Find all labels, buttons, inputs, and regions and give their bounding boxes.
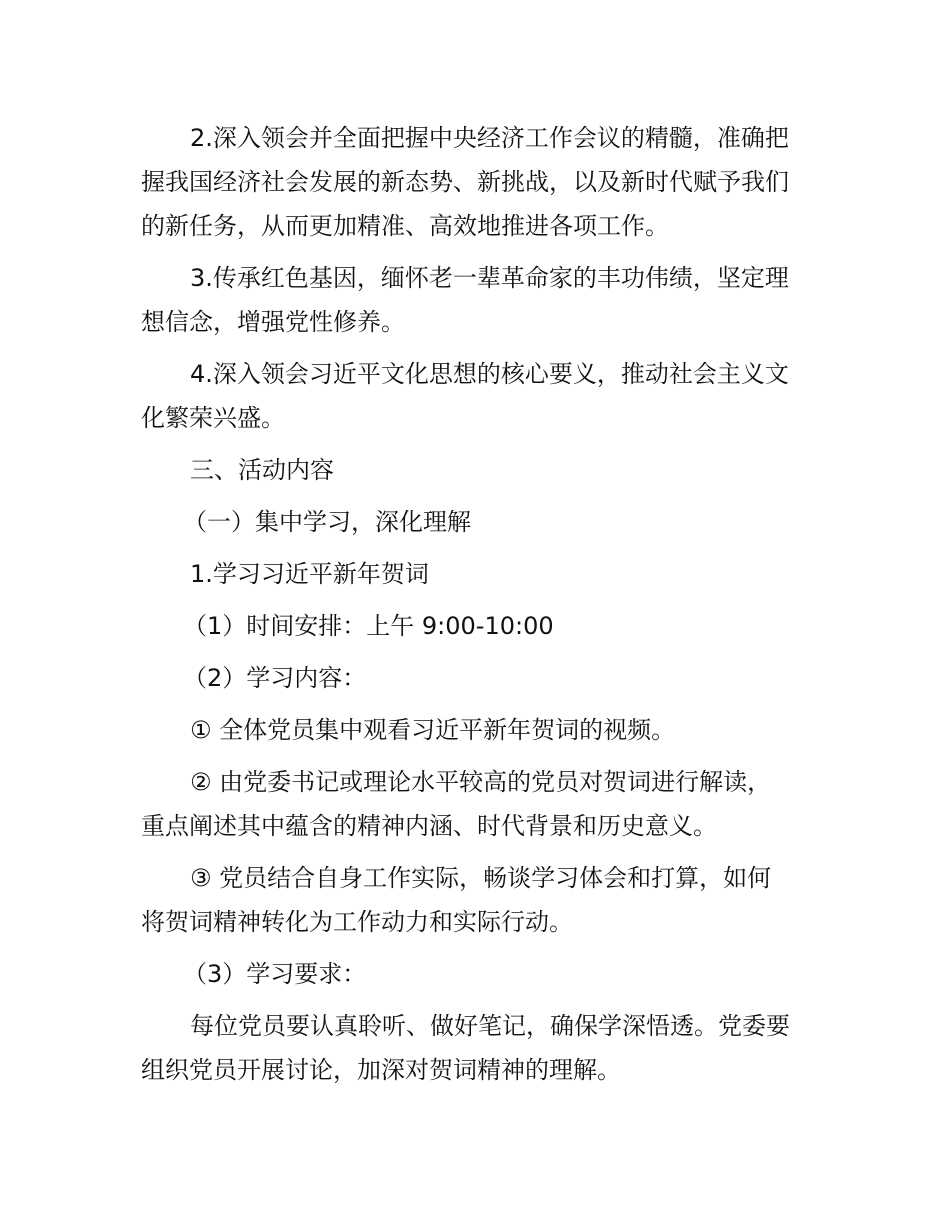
text-line: ③ 党员结合自身工作实际，畅谈学习体会和打算，如何 bbox=[190, 864, 772, 892]
content-item-1 bbox=[141, 708, 813, 752]
content-item-2 bbox=[141, 760, 813, 848]
text-line: ① 全体党员集中观看习近平新年贺词的视频。 bbox=[190, 716, 676, 744]
section-heading bbox=[141, 448, 813, 492]
text-line: 每位党员要认真聆听、做好笔记，确保学深悟透。党委要 bbox=[190, 1012, 790, 1040]
schedule-line bbox=[141, 604, 813, 648]
text-line: 的新任务，从而更加精准、高效地推进各项工作。 bbox=[141, 212, 669, 240]
text-line: 想信念，增强党性修养。 bbox=[141, 308, 405, 336]
requirements-paragraph bbox=[141, 1004, 813, 1092]
text-line: 化繁荣兴盛。 bbox=[141, 404, 285, 432]
goal-paragraph-4 bbox=[141, 352, 813, 440]
heading-text: 1.学习习近平新年贺词 bbox=[190, 560, 429, 588]
text-line: ② 由党委书记或理论水平较高的党员对贺词进行解读， bbox=[190, 768, 772, 796]
text-line: 握我国经济社会发展的新态势、新挑战，以及新时代赋予我们 bbox=[141, 168, 789, 196]
subsection-heading bbox=[141, 500, 813, 544]
text-line: 组织党员开展讨论，加深对贺词精神的理解。 bbox=[141, 1056, 621, 1084]
requirements-label bbox=[141, 952, 813, 996]
heading-text: 三、活动内容 bbox=[190, 456, 334, 484]
text-line: 2.深入领会并全面把握中央经济工作会议的精髓，准确把 bbox=[190, 124, 789, 152]
document-body bbox=[141, 116, 813, 1100]
text-line: （2）学习内容： bbox=[183, 664, 367, 692]
text-line: 4.深入领会习近平文化思想的核心要义，推动社会主义文 bbox=[190, 360, 789, 388]
text-line: 3.传承红色基因，缅怀老一辈革命家的丰功伟绩，坚定理 bbox=[190, 264, 789, 292]
text-line: （1）时间安排：上午 9:00-10:00 bbox=[183, 612, 554, 640]
text-line: 将贺词精神转化为工作动力和实际行动。 bbox=[141, 908, 573, 936]
heading-text: （一）集中学习，深化理解 bbox=[183, 508, 471, 536]
item-heading bbox=[141, 552, 813, 596]
text-line: 重点阐述其中蕴含的精神内涵、时代背景和历史意义。 bbox=[141, 812, 717, 840]
content-item-3 bbox=[141, 856, 813, 944]
text-line: （3）学习要求： bbox=[183, 960, 367, 988]
content-label bbox=[141, 656, 813, 700]
goal-paragraph-2 bbox=[141, 116, 813, 248]
goal-paragraph-3 bbox=[141, 256, 813, 344]
